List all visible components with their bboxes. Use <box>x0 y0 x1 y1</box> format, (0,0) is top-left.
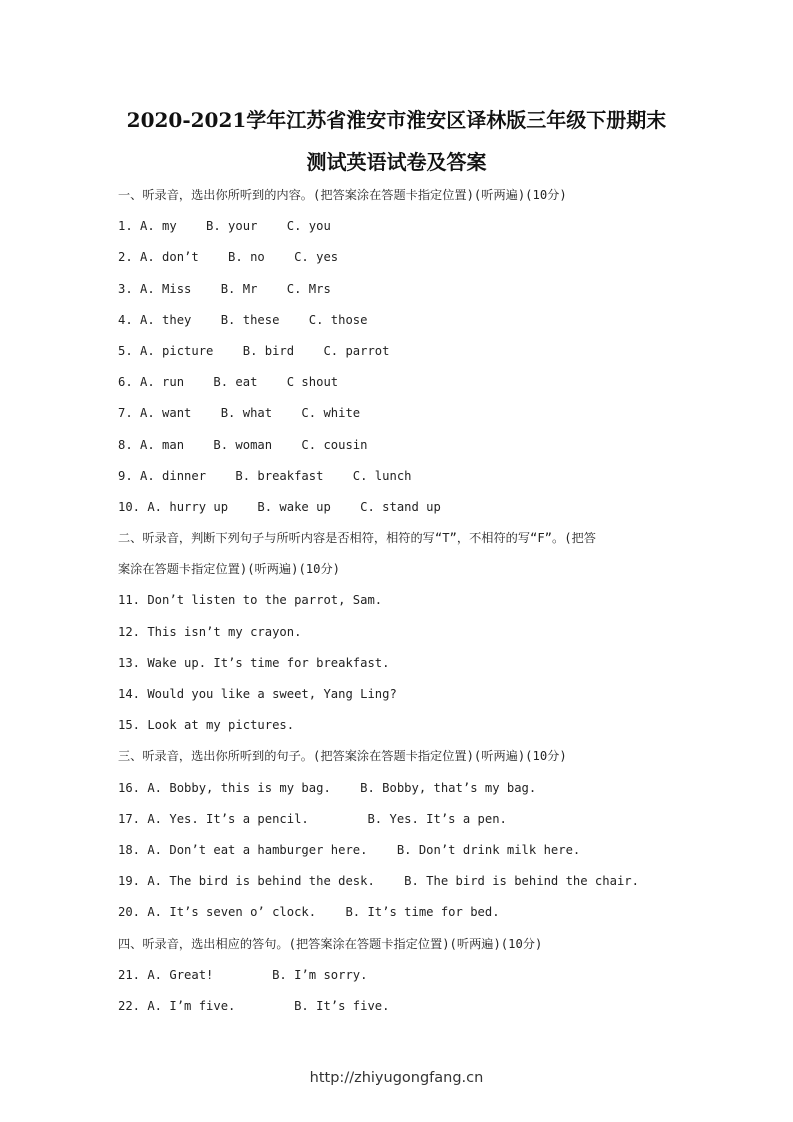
question-14: 14. Would you like a sweet, Yang Ling? <box>118 687 397 701</box>
question-4: 4. A. they B. these C. those <box>118 312 368 327</box>
question-2: 2. A. don’t B. no C. yes <box>118 250 339 265</box>
question-15: 15. Look at my pictures. <box>118 718 295 733</box>
question-20: 20. A. It’s seven o’ clock. B. It’s time for bed. <box>118 905 500 920</box>
section-4-heading: 四、听录音，选出相应的答句。(把答案涂在答题卡指定位置)(听两遍)(10分) <box>118 936 543 951</box>
section-3-heading: 三、听录音，选出你所听到的句子。(把答案涂在答题卡指定位置)(听两遍)(10分) <box>118 749 567 764</box>
question-10: 10. A. hurry up B. wake up C. stand up <box>118 499 441 514</box>
question-17: 17. A. Yes. It’s a pencil. B. Yes. It’s a pen. <box>118 811 507 826</box>
question-12: 12. This isn’t my crayon. <box>118 624 302 639</box>
question-9: 9. A. dinner B. breakfast C. lunch <box>118 468 412 483</box>
footer-url: http://zhiyugongfang.cn <box>309 1070 484 1086</box>
section-1-heading: 一、听录音，选出你所听到的内容。(把答案涂在答题卡指定位置)(听两遍)(10分) <box>118 188 567 202</box>
question-8: 8. A. man B. woman C. cousin <box>118 437 368 452</box>
question-6: 6. A. run B. eat C shout <box>118 375 339 390</box>
question-19: 19. A. The bird is behind the desk. B. The bird is behind the chair. <box>118 874 639 889</box>
question-13: 13. Wake up. It’s time for breakfast. <box>118 655 390 670</box>
question-5: 5. A. picture B. bird C. parrot <box>118 343 390 358</box>
question-21: 21. A. Great! B. I’m sorry. <box>118 967 368 982</box>
section-2-heading-cont: 案涂在答题卡指定位置)(听两遍)(10分) <box>118 562 340 577</box>
section-2-heading: 二、听录音，判断下列句子与所听内容是否相符，相符的写“T”，不相符的写“F”。(把答 <box>118 531 596 546</box>
question-7: 7. A. want B. what C. white <box>118 406 361 421</box>
question-3: 3. A. Miss B. Mr C. Mrs <box>118 281 331 296</box>
question-18: 18. A. Don’t eat a hamburger here. B. Don’t drink milk here. <box>118 842 581 857</box>
exam-content <box>118 180 678 1022</box>
document-title-line-1: 2020-2021学年江苏省淮安市淮安区译林版三年级下册期末 <box>126 108 667 132</box>
question-11: 11. Don’t listen to the parrot, Sam. <box>118 593 383 608</box>
document-title-line-2: 测试英语试卷及答案 <box>306 150 487 174</box>
question-22: 22. A. I’m five. B. It’s five. <box>118 998 390 1013</box>
question-1: 1. A. my B. your C. you <box>118 219 331 234</box>
question-16: 16. A. Bobby, this is my bag. B. Bobby, that’s my bag. <box>118 780 537 795</box>
